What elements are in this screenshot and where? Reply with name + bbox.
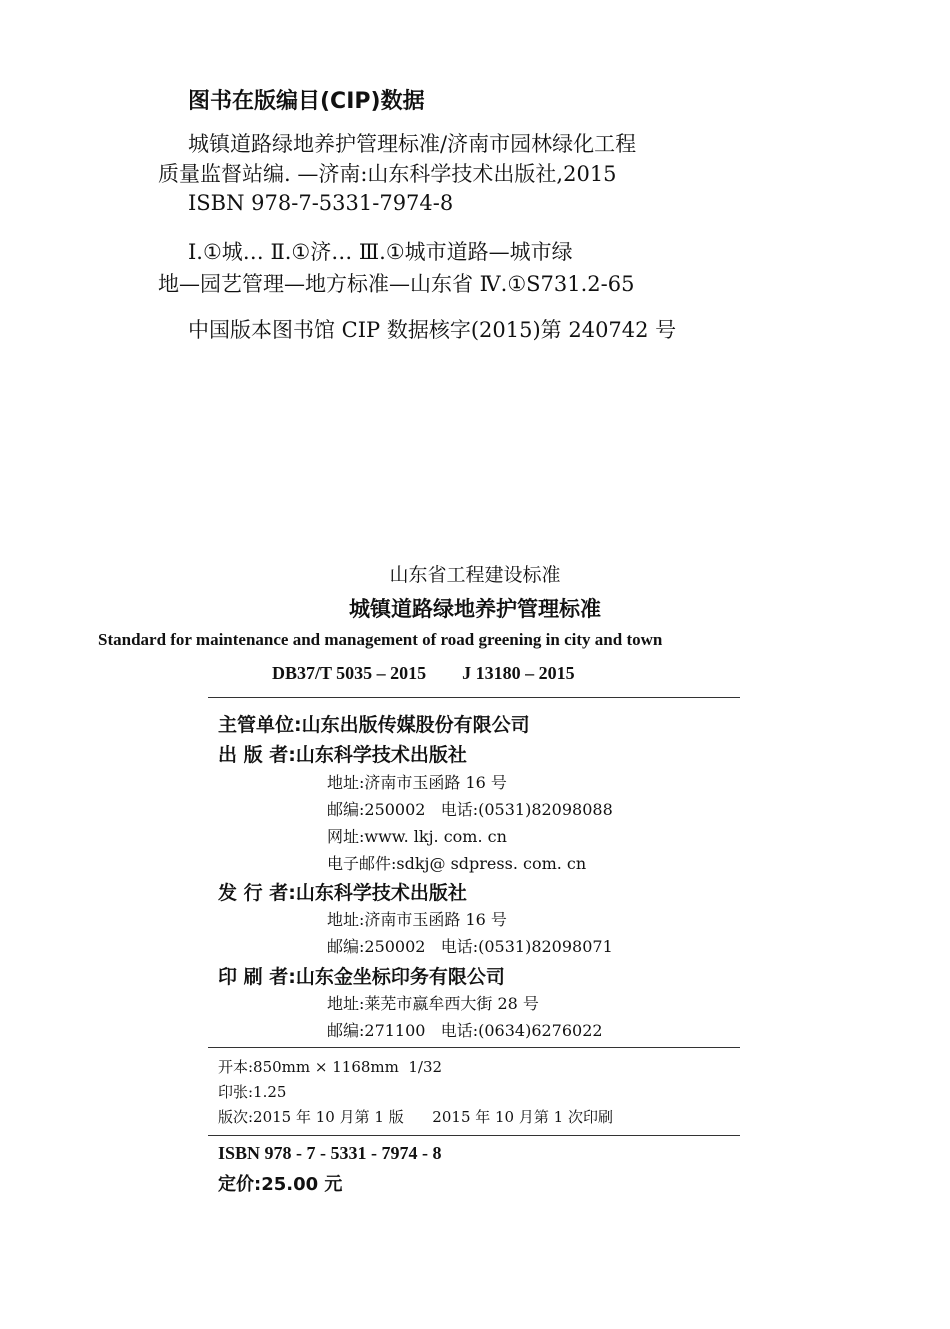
- supervisor-line: 主管单位:山东出版传媒股份有限公司: [218, 714, 530, 736]
- cip-title: 图书在版编目(CIP)数据: [188, 89, 425, 114]
- distributor-address: 地址:济南市玉函路 16 号: [327, 910, 507, 929]
- distributor-line: 发 行 者:山东科学技术出版社: [218, 882, 467, 904]
- series-name: 山东省工程建设标准: [389, 564, 561, 586]
- book-title-en: Standard for maintenance and management of road greening in city and town: [98, 630, 663, 649]
- divider-bottom: [208, 1135, 740, 1136]
- format-line: 开本:850mm × 1168mm 1/32: [218, 1058, 443, 1076]
- price-line: 定价:25.00 元: [218, 1174, 343, 1195]
- cip-line-2: 质量监督站编. —济南:山东科学技术出版社,2015: [158, 162, 617, 186]
- publisher-address: 地址:济南市玉函路 16 号: [327, 773, 507, 792]
- edition-line: 版次:2015 年 10 月第 1 版 2015 年 10 月第 1 次印刷: [218, 1108, 613, 1126]
- isbn-line: ISBN 978 - 7 - 5331 - 7974 - 8: [218, 1143, 442, 1163]
- printer-address: 地址:莱芜市嬴牟西大街 28 号: [327, 994, 539, 1013]
- publisher-line: 出 版 者:山东科学技术出版社: [218, 744, 467, 766]
- standard-codes: DB37/T 5035 – 2015 J 13180 – 2015: [272, 663, 575, 683]
- publisher-phone: 邮编:250002 电话:(0531)82098088: [327, 800, 613, 819]
- printer-line: 印 刷 者:山东金坐标印务有限公司: [218, 966, 505, 988]
- cip-line-6: 中国版本图书馆 CIP 数据核字(2015)第 240742 号: [188, 318, 677, 342]
- printer-phone: 邮编:271100 电话:(0634)6276022: [327, 1021, 603, 1040]
- divider-middle: [208, 1047, 740, 1048]
- divider-top: [208, 697, 740, 698]
- cip-line-3: ISBN 978-7-5331-7974-8: [188, 191, 454, 215]
- publisher-website: 网址:www. lkj. com. cn: [327, 827, 507, 846]
- cip-line-5: 地—园艺管理—地方标准—山东省 Ⅳ.①S731.2-65: [158, 272, 635, 296]
- cip-line-4: Ⅰ.①城… Ⅱ.①济… Ⅲ.①城市道路—城市绿: [188, 240, 573, 264]
- cip-line-1: 城镇道路绿地养护管理标准/济南市园林绿化工程: [188, 132, 637, 156]
- book-title-cn: 城镇道路绿地养护管理标准: [349, 597, 601, 621]
- distributor-phone: 邮编:250002 电话:(0531)82098071: [327, 937, 613, 956]
- publisher-email: 电子邮件:sdkj@ sdpress. com. cn: [327, 854, 587, 873]
- sheets-line: 印张:1.25: [218, 1083, 287, 1101]
